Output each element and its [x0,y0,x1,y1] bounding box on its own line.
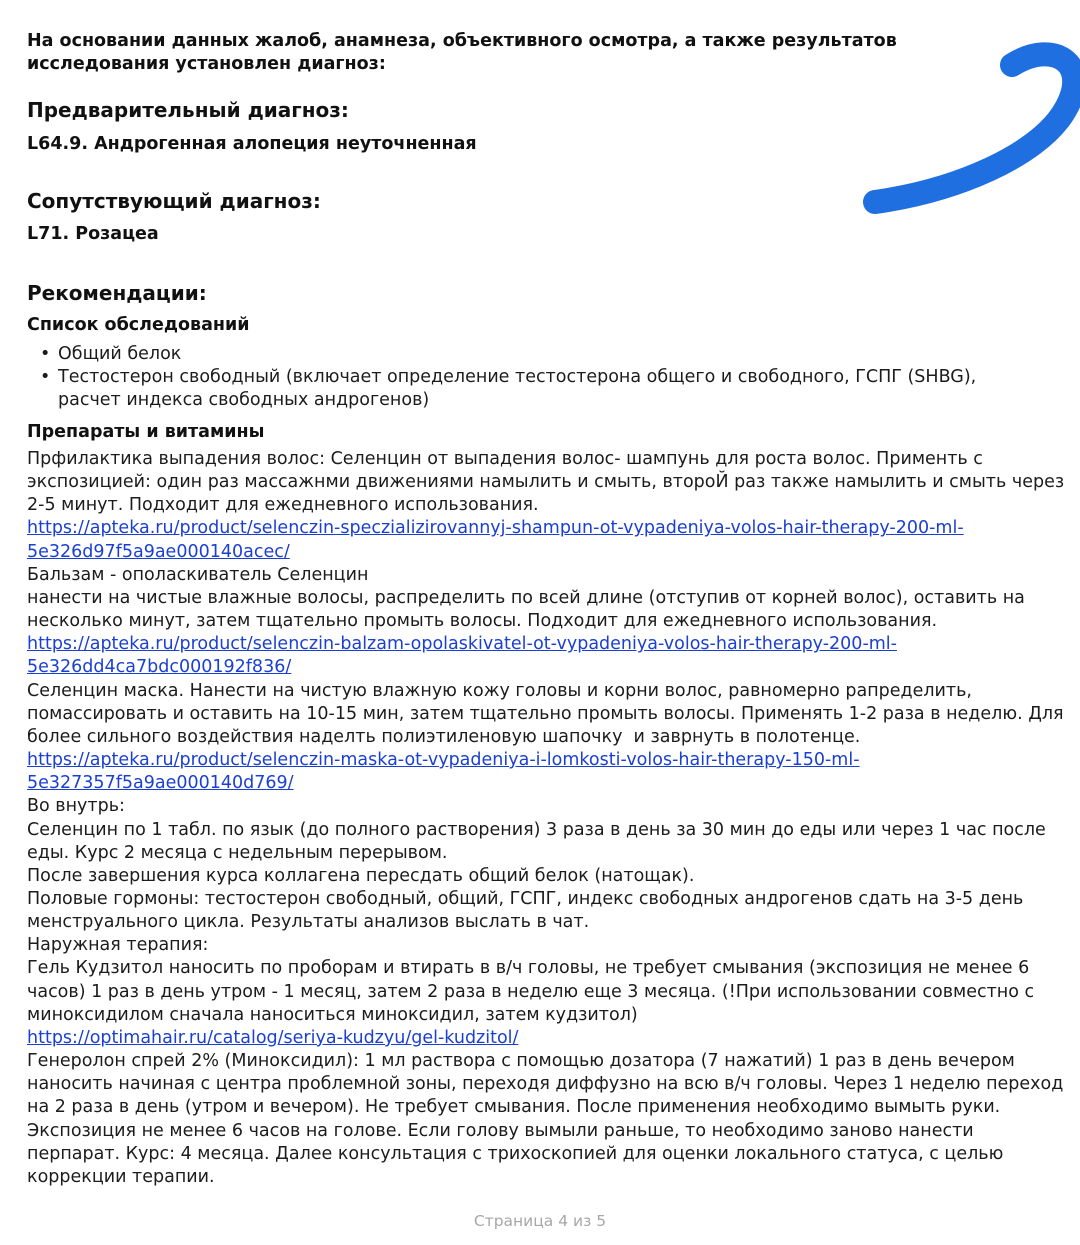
list-item [40,343,1040,366]
exams-heading: Список обследований [27,315,250,335]
bullet-icon: • [40,367,51,387]
preliminary-diagnosis-value: L64.9. Андрогенная алопеция неуточненная [27,134,477,154]
product-link[interactable]: https://optimahair.ru/catalog/seriya-kudzyu/gel-kudzitol/ [27,1027,519,1048]
preliminary-diagnosis-heading: Предварительный диагноз: [27,98,349,122]
body-paragraph: Прфилактика выпадения волос: Селенцин от выпадения волос- шампунь для роста волос. Применть с экспозицией: один раз массажнми движениями намылить и смыть, второЙ раз также намылить и смыть через 2-5 минут. Подходит для ежедневного использования. [27,449,1070,516]
concomitant-diagnosis-value: L71. Розацеа [27,224,159,244]
body-paragraph: Половые гормоны: тестостерон свободный, общий, ГСПГ, индекс свободных андрогенов сдать на 3-5 день менструального цикла. Результаты анализов выслать в чат. [27,888,1029,933]
body-paragraph: Во внутрь: [27,796,125,817]
list-item [40,366,1040,412]
recommendations-heading: Рекомендации: [27,281,207,305]
product-link[interactable]: https://apteka.ru/product/selenczin-speczializirovannyj-shampun-ot-vypadeniya-volos-hair-therapy-200-ml-5e326d97f5a9ae000140acec/ [27,518,964,562]
page-number: Страница 4 из 5 [473,1212,607,1230]
intro-text: На основании данных жалоб, анамнеза, объективного осмотра, а также результатов исследования установлен диагноз: [27,31,897,74]
bullet-icon: • [40,344,51,364]
product-link[interactable]: https://apteka.ru/product/selenczin-balzam-opolaskivatel-ot-vypadeniya-volos-hair-therapy-200-ml-5e326dd4ca7bdc000192f836/ [27,634,897,678]
recommendation-body [27,448,1072,1189]
exam-item-text: Тестостерон свободный (включает определение тестостерона общего и свободного, ГСПГ (SHBG), расчет индекса свободных андрогенов) [58,367,977,410]
body-paragraph: Гель Кудзитол наносить по проборам и втирать в в/ч головы, не требует смывания (экспозиция не менее 6 часов) 1 раз в день утром - 1 месяц, затем 2 раза в неделю еще 3 месяца. (!При использовании совместно с миноксидилом сначала наноситься миноксидил, затем кудзитол) [27,958,1040,1025]
body-paragraph: Селенцин по 1 табл. по язык (до полного растворения) 3 раза в день за 30 мин до еды или через 1 час после еды. Курс 2 месяца с недельным перерывом. [27,819,1052,863]
body-paragraph: Селенцин маска. Нанести на чистую влажную кожу головы и корни волос, равномерно рапределить, помассировать и оставить на 10-15 мин, затем тщательно промыть волосы. Применять 1-2 раза в неделю. Для более сильного воздействия наделть полиэтиленовую шапочку и заврнуть в полотенце. [27,680,1070,747]
exams-list [40,343,1040,412]
drugs-heading: Препараты и витамины [27,422,265,442]
concomitant-diagnosis-heading: Сопутствующий диагноз: [27,189,321,213]
body-paragraph: Наружная терапия: [27,935,209,956]
exam-item-text: Общий белок [58,344,182,364]
body-paragraph: нанести на чистые влажные волосы, распределить по всей длине (отступив от корней волос), оставить на несколько минут, затем тщательно промыть волосы. Подходит для ежедневного использования. [27,587,1031,632]
body-paragraph: После завершения курса коллагена пересдать общий белок (натощак). [27,865,695,886]
pen-check-mark [850,40,1080,230]
body-paragraph: Бальзам - ополаскиватель Селенцин [27,564,369,585]
product-link[interactable]: https://apteka.ru/product/selenczin-maska-ot-vypadeniya-i-lomkosti-volos-hair-therapy-150-ml-5e327357f5a9ae000140d769/ [27,750,860,794]
body-paragraph: Генеролон спрей 2% (Миноксидил): 1 мл раствора с помощью дозатора (7 нажатий) 1 раз в день вечером наносить начиная с центра проблемной зоны, переходя диффузно на всю в/ч головы. Через 1 неделю переход на 2 раза в день (утром и вечером). Не требует смывания. После применения необходимо вымыть руки. Экспозиция не менее 6 часов на голове. Если голову вымыли раньше, то необходимо заново нанести перпарат. Курс: 4 месяца. Далее консультация с трихоскопией для оценки локального статуса, с целью коррекции терапии. [27,1051,1069,1187]
